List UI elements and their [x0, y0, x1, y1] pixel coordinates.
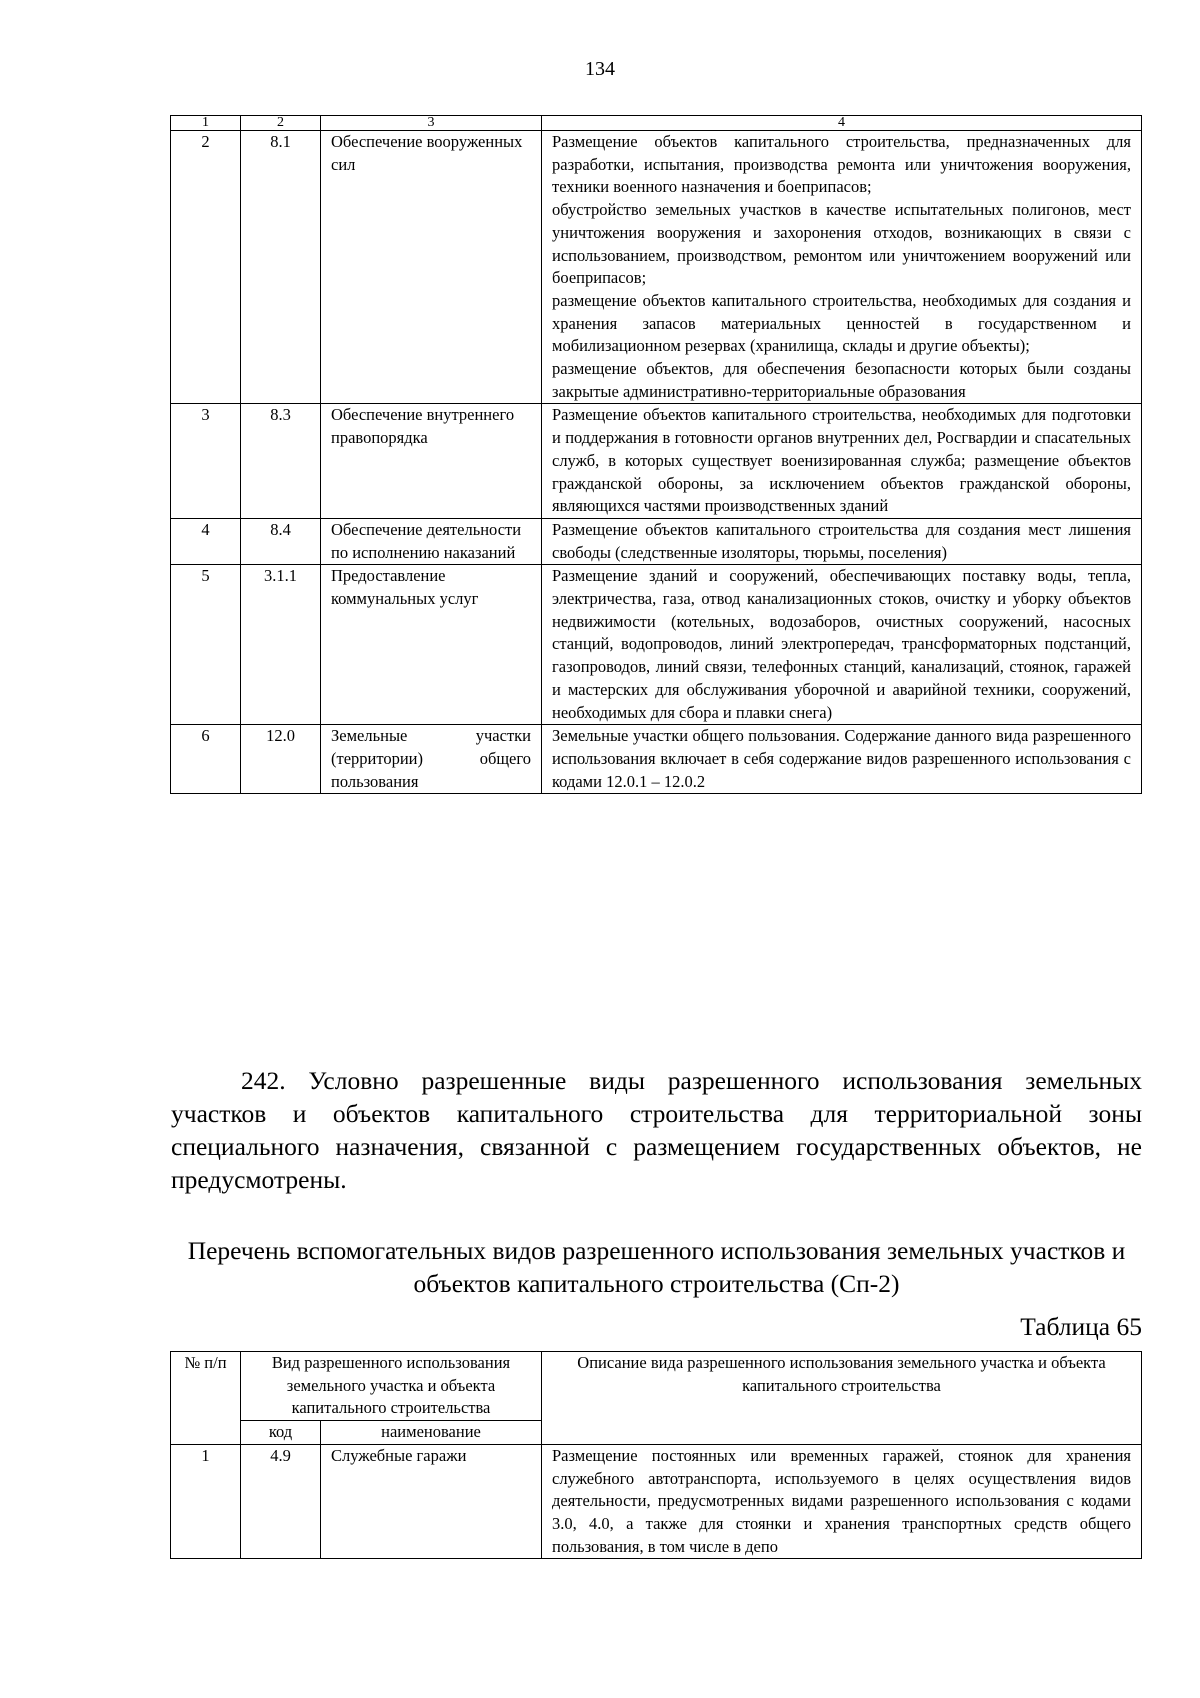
paragraph-242 [171, 1064, 1142, 1196]
table-row [171, 404, 1142, 519]
column-number-row [171, 116, 1142, 131]
description-paragraph: размещение объектов, для обеспечения безопасности которых были созданы закрытые административно-территориальные образования [552, 359, 1131, 401]
header-name: наименование [321, 1421, 542, 1445]
header-code: код [241, 1421, 321, 1445]
header-number: № п/п [171, 1352, 241, 1445]
description-paragraph: Размещение объектов капитального строительства, предназначенных для разработки, испытания, производства ремонта или уничтожения вооружения, техники военного назначения и боеприпасов; [552, 132, 1131, 197]
header-use-type: Вид разрешенного использования земельного участка и объекта капитального строительства [241, 1352, 542, 1421]
use-code: 8.3 [241, 404, 321, 519]
row-number: 2 [171, 131, 241, 404]
use-code: 3.1.1 [241, 565, 321, 725]
use-code: 8.4 [241, 518, 321, 564]
column-number: 1 [171, 116, 241, 131]
row-number: 5 [171, 565, 241, 725]
table-row [171, 1444, 1142, 1559]
description-paragraph: обустройство земельных участков в качестве испытательных полигонов, мест уничтожения вооружения и захоронения отходов, возникающих в связи с использованием, производством, ремонтом или уничтожением вооружений или боеприпасов; [552, 200, 1131, 288]
row-number: 1 [171, 1444, 241, 1559]
use-description: Размещение постоянных или временных гаражей, стоянок для хранения служебного автотранспорта, используемого в целях осуществления видов деятельности, предусмотренных видами разрешенного использования с кодами 3.0, 4.0, а также для стоянки и хранения транспортных средств общего пользования, в том числе в депо [542, 1444, 1142, 1559]
use-code: 4.9 [241, 1444, 321, 1559]
table-row [171, 131, 1142, 404]
section-heading: Перечень вспомогательных видов разрешенного использования земельных участков и объектов капитального строительства (Сп-2) [187, 1236, 1126, 1298]
use-description: Размещение зданий и сооружений, обеспечивающих поставку воды, тепла, электричества, газа, отвод канализационных стоков, очистку и уборку объектов недвижимости (котельных, водозаборов, очистных сооружений, насосных станций, водопроводов, линий электропередач, трансформаторных подстанций, газопроводов, линий связи, телефонных станций, канализаций, стоянок, гаражей и мастерских для обслуживания уборочной и аварийной техники, сооружений, необходимых для сбора и плавки снега) [542, 565, 1142, 725]
table-label: Таблица 65 [1020, 1312, 1142, 1341]
use-name: Служебные гаражи [321, 1444, 542, 1559]
table-header-row [171, 1352, 1142, 1421]
use-description [542, 131, 1142, 404]
use-code: 8.1 [241, 131, 321, 404]
table-row [171, 725, 1142, 794]
use-description: Размещение объектов капитального строительства, необходимых для подготовки и поддержания в готовности органов внутренних дел, Росгвардии и спасательных служб, в которых существует военизированная служба; размещение объектов гражданской обороны, за исключением объектов гражданской обороны, являющихся частями производственных зданий [542, 404, 1142, 519]
use-description: Размещение объектов капитального строительства для создания мест лишения свободы (следственные изоляторы, тюрьмы, поселения) [542, 518, 1142, 564]
column-number: 2 [241, 116, 321, 131]
use-name: Предоставление коммунальных услуг [321, 565, 542, 725]
use-code: 12.0 [241, 725, 321, 794]
table-row [171, 565, 1142, 725]
description-paragraph: размещение объектов капитального строительства, необходимых для создания и хранения запасов материальных ценностей в государственном и мобилизационном резервах (хранилища, склады и другие объекты); [552, 290, 1131, 356]
row-number: 4 [171, 518, 241, 564]
header-description: Описание вида разрешенного использования земельного участка и объекта капитального строительства [542, 1352, 1142, 1445]
land-use-table-continued [170, 115, 1142, 794]
column-number: 4 [542, 116, 1142, 131]
use-name: Земельные участки (территории) общего пользования [321, 725, 542, 794]
auxiliary-uses-table [170, 1351, 1142, 1559]
page-number: 134 [585, 58, 615, 80]
paragraph-text: 242. Условно разрешенные виды разрешенного использования земельных участков и объектов капитального строительства для территориальной зоны специального назначения, связанной с размещением государственных объектов, не предусмотрены. [171, 1066, 1142, 1194]
use-name: Обеспечение деятельности по исполнению наказаний [321, 518, 542, 564]
column-number: 3 [321, 116, 542, 131]
use-description: Земельные участки общего пользования. Содержание данного вида разрешенного использования включает в себя содержание видов разрешенного использования с кодами 12.0.1 – 12.0.2 [542, 725, 1142, 794]
row-number: 6 [171, 725, 241, 794]
use-name: Обеспечение внутреннего правопорядка [321, 404, 542, 519]
use-name: Обеспечение вооруженных сил [321, 131, 542, 404]
table-row [171, 518, 1142, 564]
row-number: 3 [171, 404, 241, 519]
